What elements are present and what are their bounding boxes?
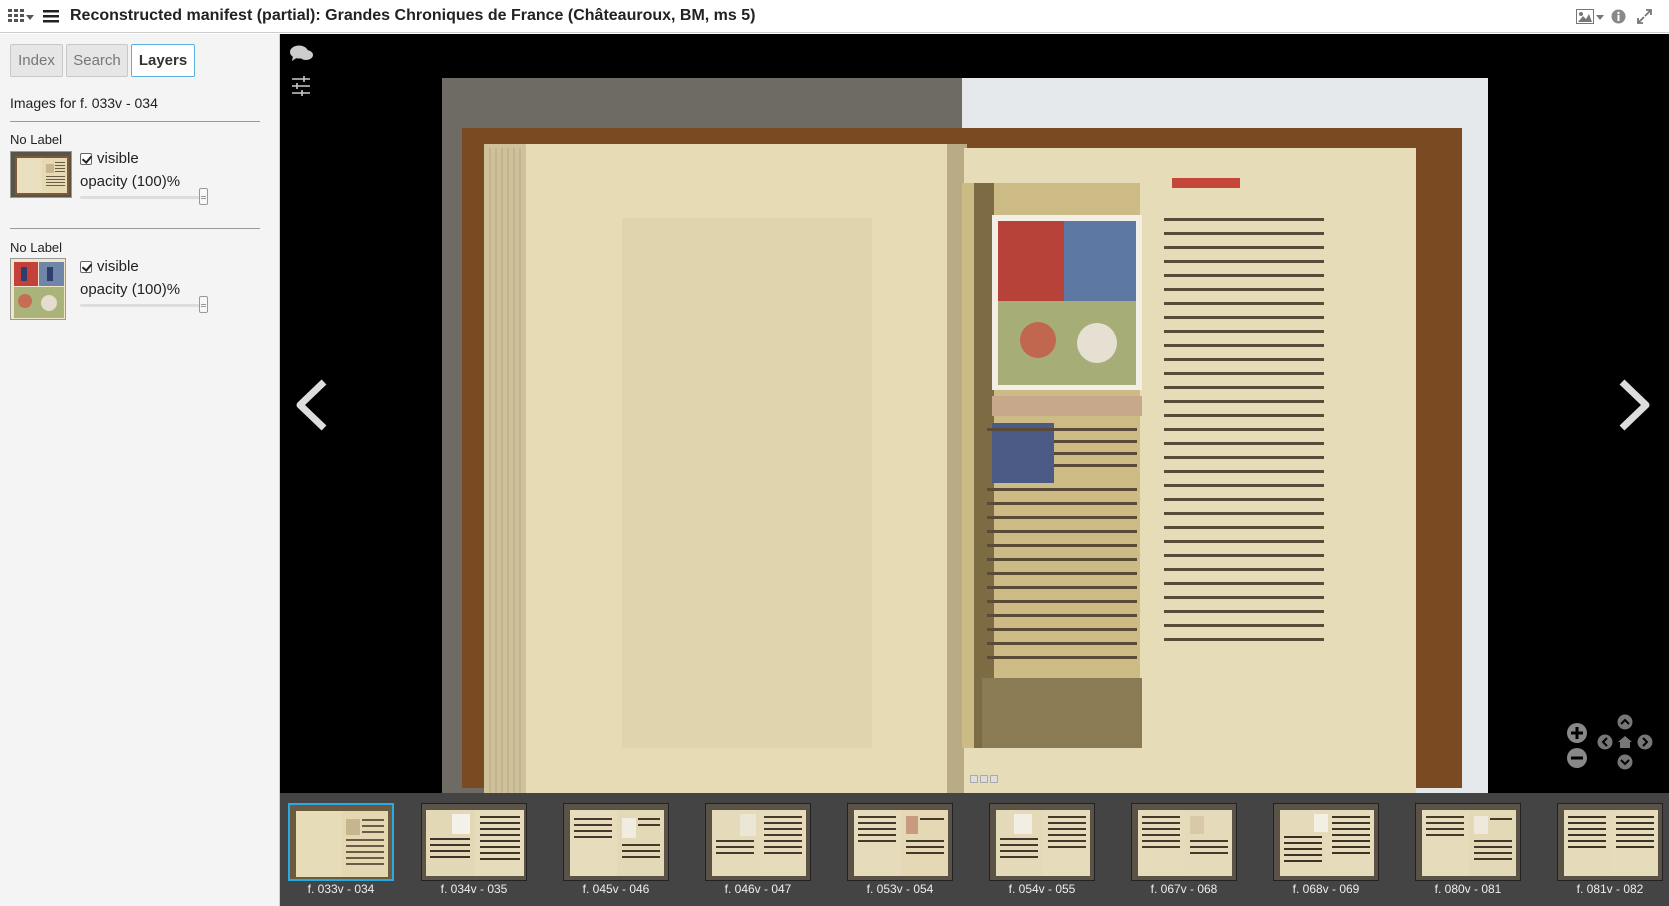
thumbnail-image[interactable] [1273,803,1379,881]
tab-index[interactable]: Index [10,44,63,77]
thumbnail-strip-toggle[interactable] [970,770,1002,780]
grid-icon[interactable] [8,9,24,23]
thumbnail-item[interactable] [421,803,527,903]
opacity-slider[interactable] [80,196,204,199]
image-viewer[interactable] [280,34,1669,793]
thumbnail-item[interactable] [989,803,1095,903]
chevron-left-icon[interactable] [294,378,328,432]
thumbnail-image[interactable] [847,803,953,881]
thumbnail-label: f. 068v - 069 [1292,882,1360,896]
zoom-out-icon[interactable] [1566,747,1588,769]
thumbnail-label: f. 067v - 068 [1150,882,1218,896]
chevron-down-icon[interactable] [1596,15,1604,20]
thumbnail-image[interactable] [563,803,669,881]
thumbnail-item[interactable] [563,803,669,903]
top-bar [0,0,1669,33]
thumbnail-label: f. 046v - 047 [724,882,792,896]
menu-icon[interactable] [43,9,59,23]
layer-item [0,240,280,340]
tab-search[interactable]: Search [66,44,128,77]
layer-thumbnail [10,151,72,198]
pan-down-icon[interactable] [1617,754,1633,770]
pan-up-icon[interactable] [1617,714,1633,730]
thumbnail-label: f. 054v - 055 [1008,882,1076,896]
page-title: Reconstructed manifest (partial): Grandes Chroniques de France (Châteauroux, BM, ms 5) [70,7,756,24]
thumbnail-label: f. 033v - 034 [307,882,375,896]
opacity-label: opacity (100)% [80,173,181,190]
layer-label: No Label [10,132,63,147]
thumbnail-image[interactable] [989,803,1095,881]
pan-left-icon[interactable] [1597,734,1613,750]
layer-thumbnail [10,258,66,320]
chevron-right-icon[interactable] [1618,378,1652,432]
zoom-in-icon[interactable] [1566,722,1588,744]
thumbnail-image[interactable] [1131,803,1237,881]
images-for-heading: Images for f. 033v - 034 [10,95,158,111]
home-icon[interactable] [1617,734,1633,750]
thumbnail-label: f. 053v - 054 [866,882,934,896]
thumbnail-item[interactable] [847,803,953,903]
thumbnail-image[interactable] [288,803,394,881]
visible-label: visible [97,150,139,167]
chevron-down-icon[interactable] [26,15,34,20]
visible-label: visible [97,258,139,275]
tab-layers[interactable]: Layers [131,44,195,77]
thumbnail-item[interactable] [705,803,811,903]
visible-checkbox[interactable] [80,153,92,165]
opacity-label: opacity (100)% [80,281,181,298]
thumbnail-item[interactable] [1415,803,1521,903]
divider [10,228,260,229]
thumbnail-item[interactable] [1131,803,1237,903]
thumbnail-image[interactable] [1415,803,1521,881]
thumbnail-image[interactable] [1557,803,1663,881]
sidebar [0,34,280,906]
thumbnail-item[interactable] [288,803,394,903]
opacity-slider-handle[interactable] [199,188,208,205]
divider [10,121,260,122]
visible-checkbox[interactable] [80,261,92,273]
thumbnail-item[interactable] [1273,803,1379,903]
thumbnail-image[interactable] [705,803,811,881]
thumbnail-label: f. 081v - 082 [1576,882,1644,896]
info-icon[interactable] [1611,9,1626,24]
thumbnail-item[interactable] [1557,803,1663,903]
comment-icon[interactable] [290,44,314,64]
opacity-slider-handle[interactable] [199,296,208,313]
pan-controls [1597,714,1653,770]
thumbnail-image[interactable] [421,803,527,881]
expand-icon[interactable] [1637,9,1652,24]
thumbnail-strip [280,793,1669,906]
image-icon[interactable] [1576,9,1594,24]
layer-item [0,132,280,232]
pan-right-icon[interactable] [1637,734,1653,750]
sliders-icon[interactable] [292,76,310,96]
thumbnail-label: f. 080v - 081 [1434,882,1502,896]
manuscript-image[interactable] [442,78,1488,793]
thumbnail-label: f. 045v - 046 [582,882,650,896]
layer-label: No Label [10,240,63,255]
thumbnail-label: f. 034v - 035 [440,882,508,896]
opacity-slider[interactable] [80,304,204,307]
